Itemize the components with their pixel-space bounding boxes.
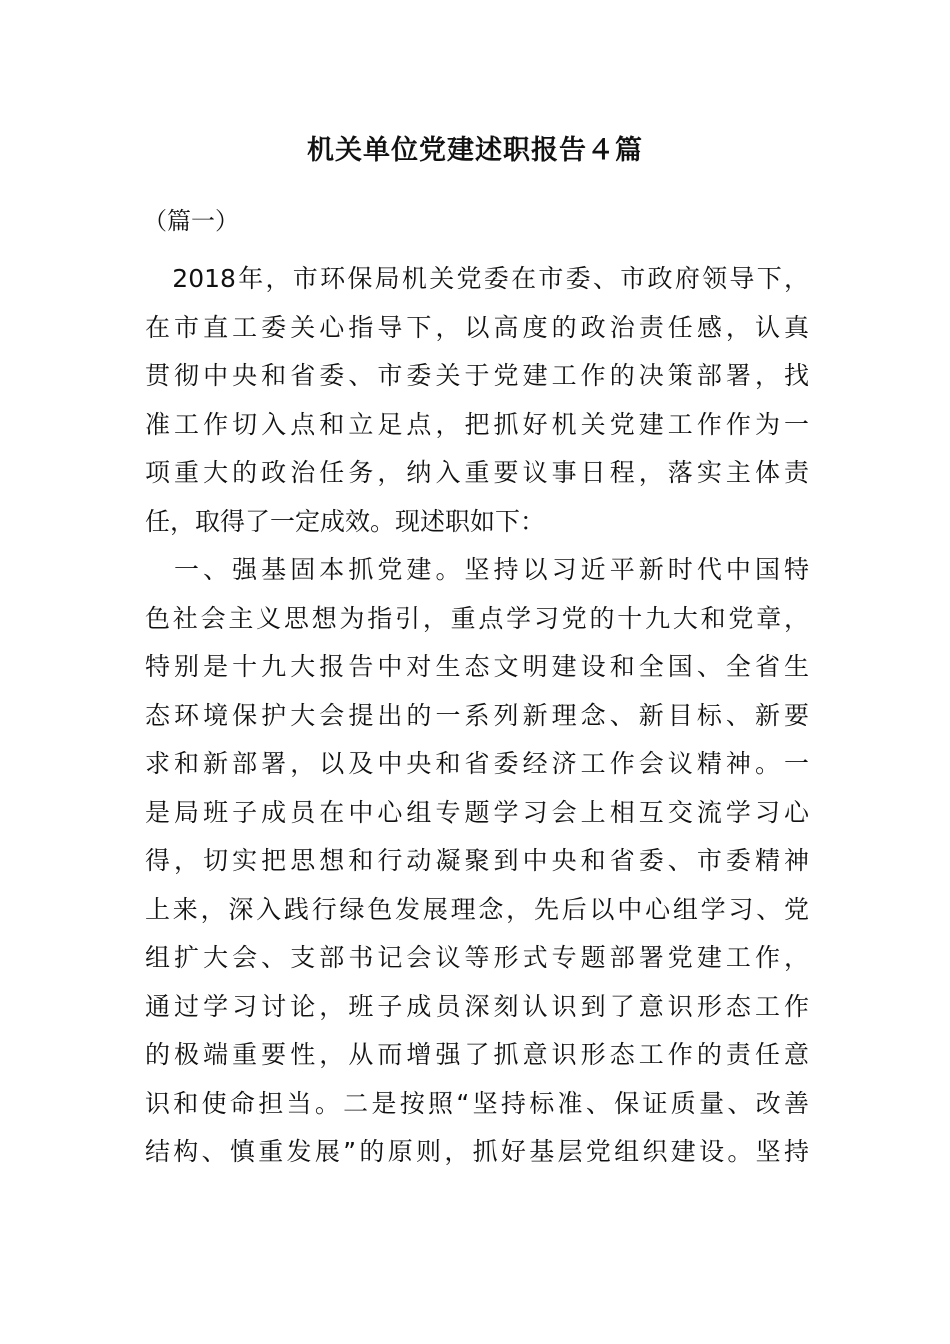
body-line: 任，取得了一定成效。现述职如下： (145, 506, 546, 536)
section-label: （篇一） (143, 207, 239, 235)
document-body (145, 255, 809, 1177)
body-line: 是局班子成员在中心组专题学习会上相互交流学习心 (145, 797, 809, 827)
body-line: 特别是十九大报告中对生态文明建设和全国、全省生 (145, 652, 809, 681)
body-line: 一、强基固本抓党建。坚持以习近平新时代中国特 (145, 555, 809, 584)
body-line: 通过学习讨论，班子成员深刻认识到了意识形态工作 (145, 991, 809, 1021)
body-line: 项重大的政治任务，纳入重要议事日程，落实主体责 (145, 458, 809, 487)
body-line: 2018年，市环保局机关党委在市委、市政府领导下， (145, 264, 809, 293)
body-line: 求和新部署，以及中央和省委经济工作会议精神。一 (145, 749, 809, 778)
document-title: 机关单位党建述职报告４篇 (307, 135, 643, 166)
body-line: 结构、慎重发展”的原则，抓好基层党组织建设。坚持 (145, 1137, 809, 1166)
body-line: 上来，深入践行绿色发展理念，先后以中心组学习、党 (145, 894, 809, 924)
body-line: 组扩大会、支部书记会议等形式专题部署党建工作， (145, 943, 809, 972)
body-line: 准工作切入点和立足点，把抓好机关党建工作作为一 (145, 409, 809, 439)
body-line: 识和使命担当。二是按照“坚持标准、保证质量、改善 (145, 1088, 809, 1118)
body-line: 态环境保护大会提出的一系列新理念、新目标、新要 (145, 700, 809, 730)
body-line: 的极端重要性，从而增强了抓意识形态工作的责任意 (145, 1040, 809, 1069)
body-line: 在市直工委关心指导下，以高度的政治责任感，认真 (145, 312, 809, 342)
body-line: 得，切实把思想和行动凝聚到中央和省委、市委精神 (145, 846, 809, 875)
body-line: 色社会主义思想为指引，重点学习党的十九大和党章， (145, 603, 809, 633)
body-line: 贯彻中央和省委、市委关于党建工作的决策部署，找 (145, 361, 809, 390)
